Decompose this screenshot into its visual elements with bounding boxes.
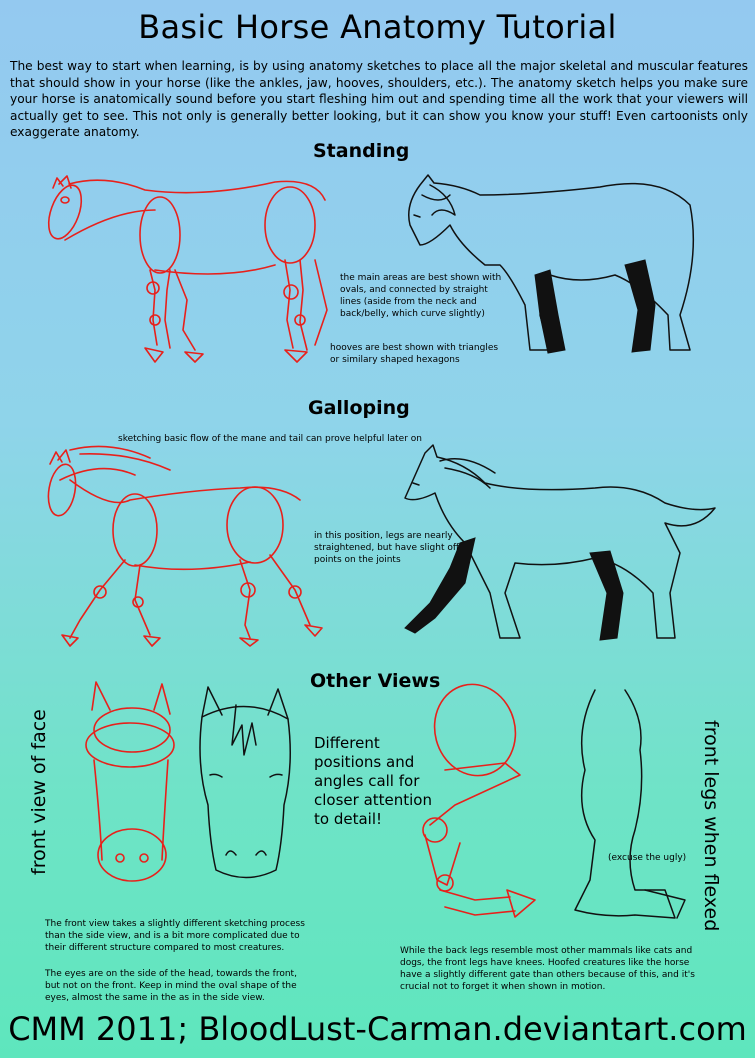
standing-horse-lineart bbox=[400, 165, 710, 360]
front-legs-flexed-sketch bbox=[415, 685, 560, 935]
heading-standing: Standing bbox=[313, 140, 410, 162]
standing-horse-sketch bbox=[45, 170, 345, 370]
face-front-lineart bbox=[196, 685, 296, 890]
note-front-view-1: The front view takes a slightly different sketching process than the side view, and is a bit more complicated due to their different structure compared to most creatures. bbox=[45, 919, 305, 953]
note-front-legs: While the back legs resemble most other mammals like cats and dogs, the front legs have knees. Hoofed creatures like the horse have a slightly different gate than others because of this, and it's crucial not to forget it when shown in motion. bbox=[400, 946, 695, 992]
heading-other-views: Other Views bbox=[310, 670, 441, 692]
note-galloping-legs: in this position, legs are nearly straightened, but have slight off points on the joints bbox=[314, 531, 460, 565]
note-excuse-the-ugly: (excuse the ugly) bbox=[608, 853, 687, 863]
note-standing-hooves: hooves are best shown with triangles or similary shaped hexagons bbox=[330, 343, 499, 365]
note-galloping-mane: sketching basic flow of the mane and tail can prove helpful later on bbox=[118, 434, 422, 444]
intro-paragraph: The best way to start when learning, is by using anatomy sketches to place all the major skeletal and muscular features that should show in your horse (like the ankles, jaw, hooves, shoulders, etc.). The anatomy sketch helps you make sure your horse is anatomically sound before you start fleshing him out and spending time all the work that your viewers will actually get to see. This not only is generally better looking, but it can show you know your stuff! Even cartoonists only exaggerate anatomy. bbox=[10, 59, 748, 139]
galloping-horse-sketch bbox=[40, 440, 330, 650]
label-front-view-of-face: front view of face bbox=[28, 709, 50, 875]
callout-different-positions: Different positions and angles call for closer attention to detail! bbox=[314, 734, 432, 828]
front-legs-flexed-lineart bbox=[565, 690, 700, 925]
note-front-view-2: The eyes are on the side of the head, towards the front, but not on the front. Keep in mind the oval shape of the eyes, almost the same in the as in the side view. bbox=[45, 969, 297, 1003]
label-front-legs-when-flexed: front legs when flexed bbox=[700, 720, 722, 932]
face-front-sketch bbox=[82, 680, 182, 895]
page-title: Basic Horse Anatomy Tutorial bbox=[138, 8, 617, 46]
heading-galloping: Galloping bbox=[308, 397, 410, 419]
footer-credit: CMM 2011; BloodLust-Carman.deviantart.com bbox=[8, 1010, 747, 1048]
note-standing-ovals: the main areas are best shown with ovals, and connected by straight lines (aside from the neck and back/belly, which curve slightly) bbox=[340, 273, 502, 319]
